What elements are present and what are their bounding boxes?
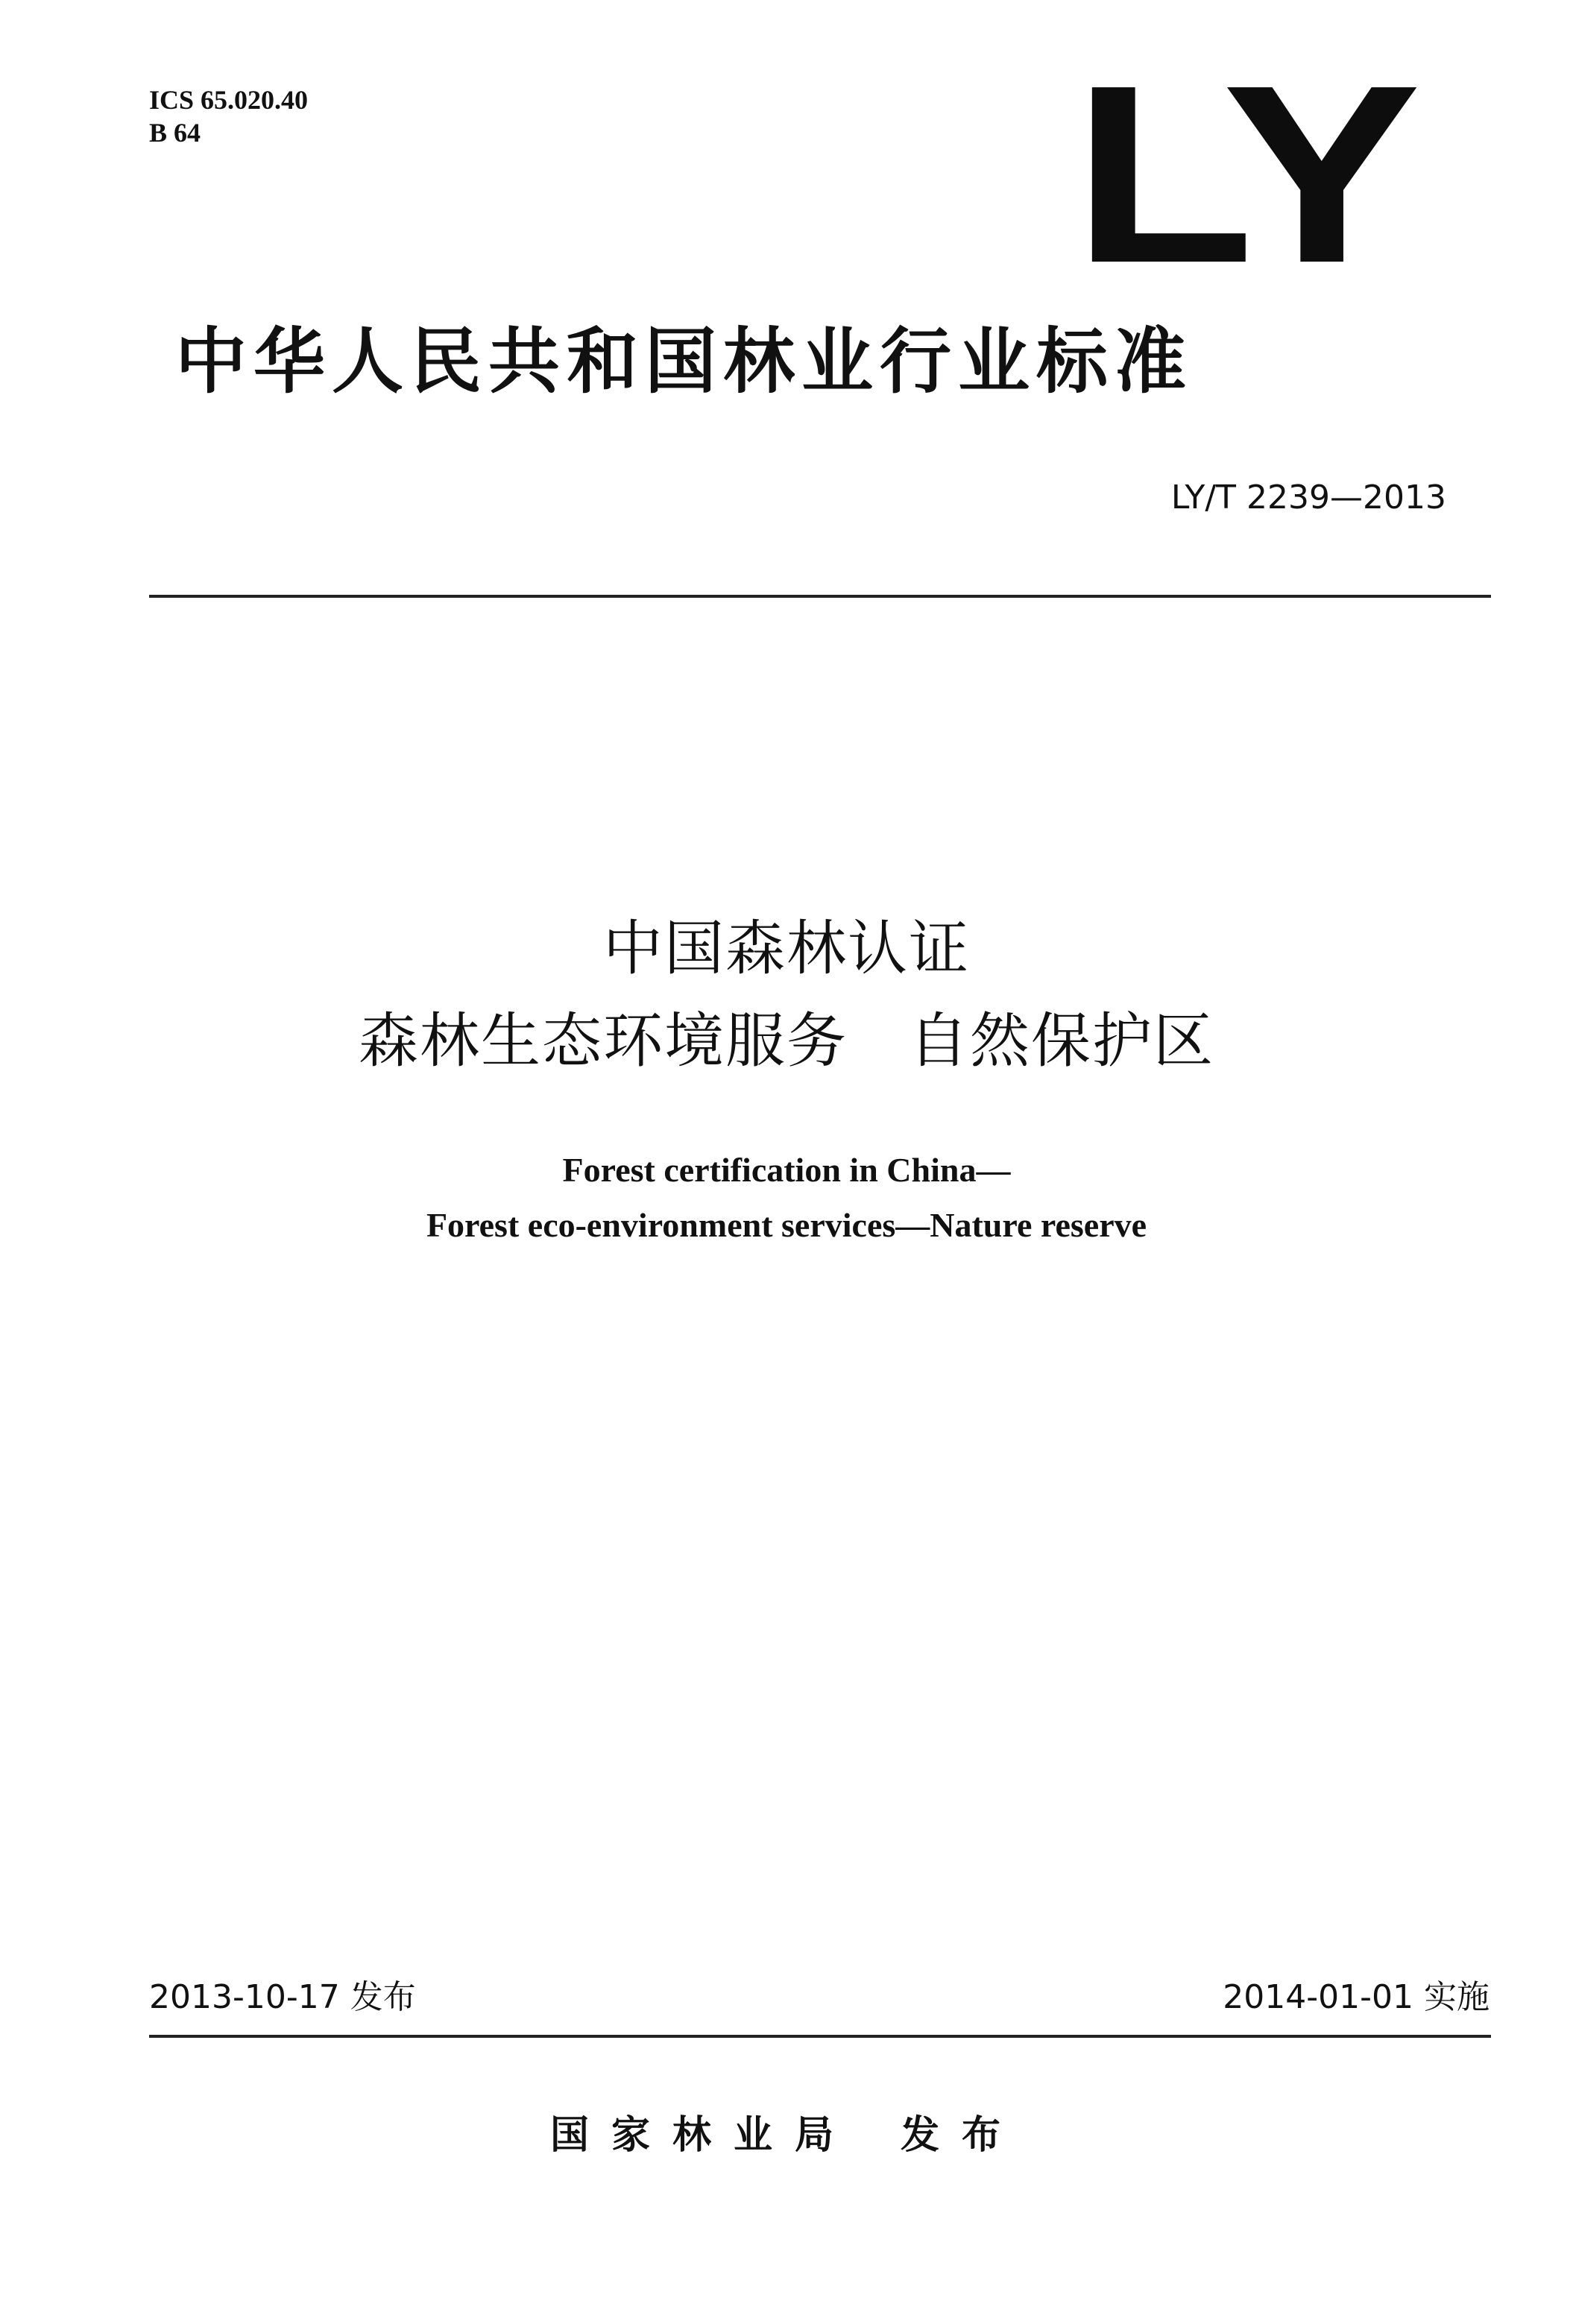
standard-title: 中华人民共和国林业行业标准	[175, 320, 1193, 403]
issue-date: 2013-10-17 发布	[149, 1978, 416, 2016]
bottom-divider	[149, 2035, 1491, 2038]
chinese-title-line-1: 中国森林认证	[603, 914, 970, 983]
implementation-date: 2014-01-01 实施	[1223, 1978, 1490, 2016]
ics-code: ICS 65.020.40	[149, 85, 309, 115]
issuing-organization: 国家林业局	[549, 2113, 856, 2158]
issue-action: 发布	[901, 2113, 1024, 2158]
classification-codes	[149, 83, 308, 149]
english-title-line-2: Forest eco-environment services—Nature reserve	[426, 1206, 1147, 1244]
ccs-code: B 64	[149, 118, 201, 148]
issuer-line	[0, 2109, 1573, 2162]
english-title-line-1: Forest certification in China—	[562, 1151, 1011, 1189]
top-divider	[149, 595, 1491, 598]
standard-number: LY/T 2239—2013	[1170, 479, 1446, 517]
ly-logo: LY	[1072, 33, 1416, 316]
chinese-title-line-2: 森林生态环境服务 自然保护区	[359, 1006, 1214, 1076]
